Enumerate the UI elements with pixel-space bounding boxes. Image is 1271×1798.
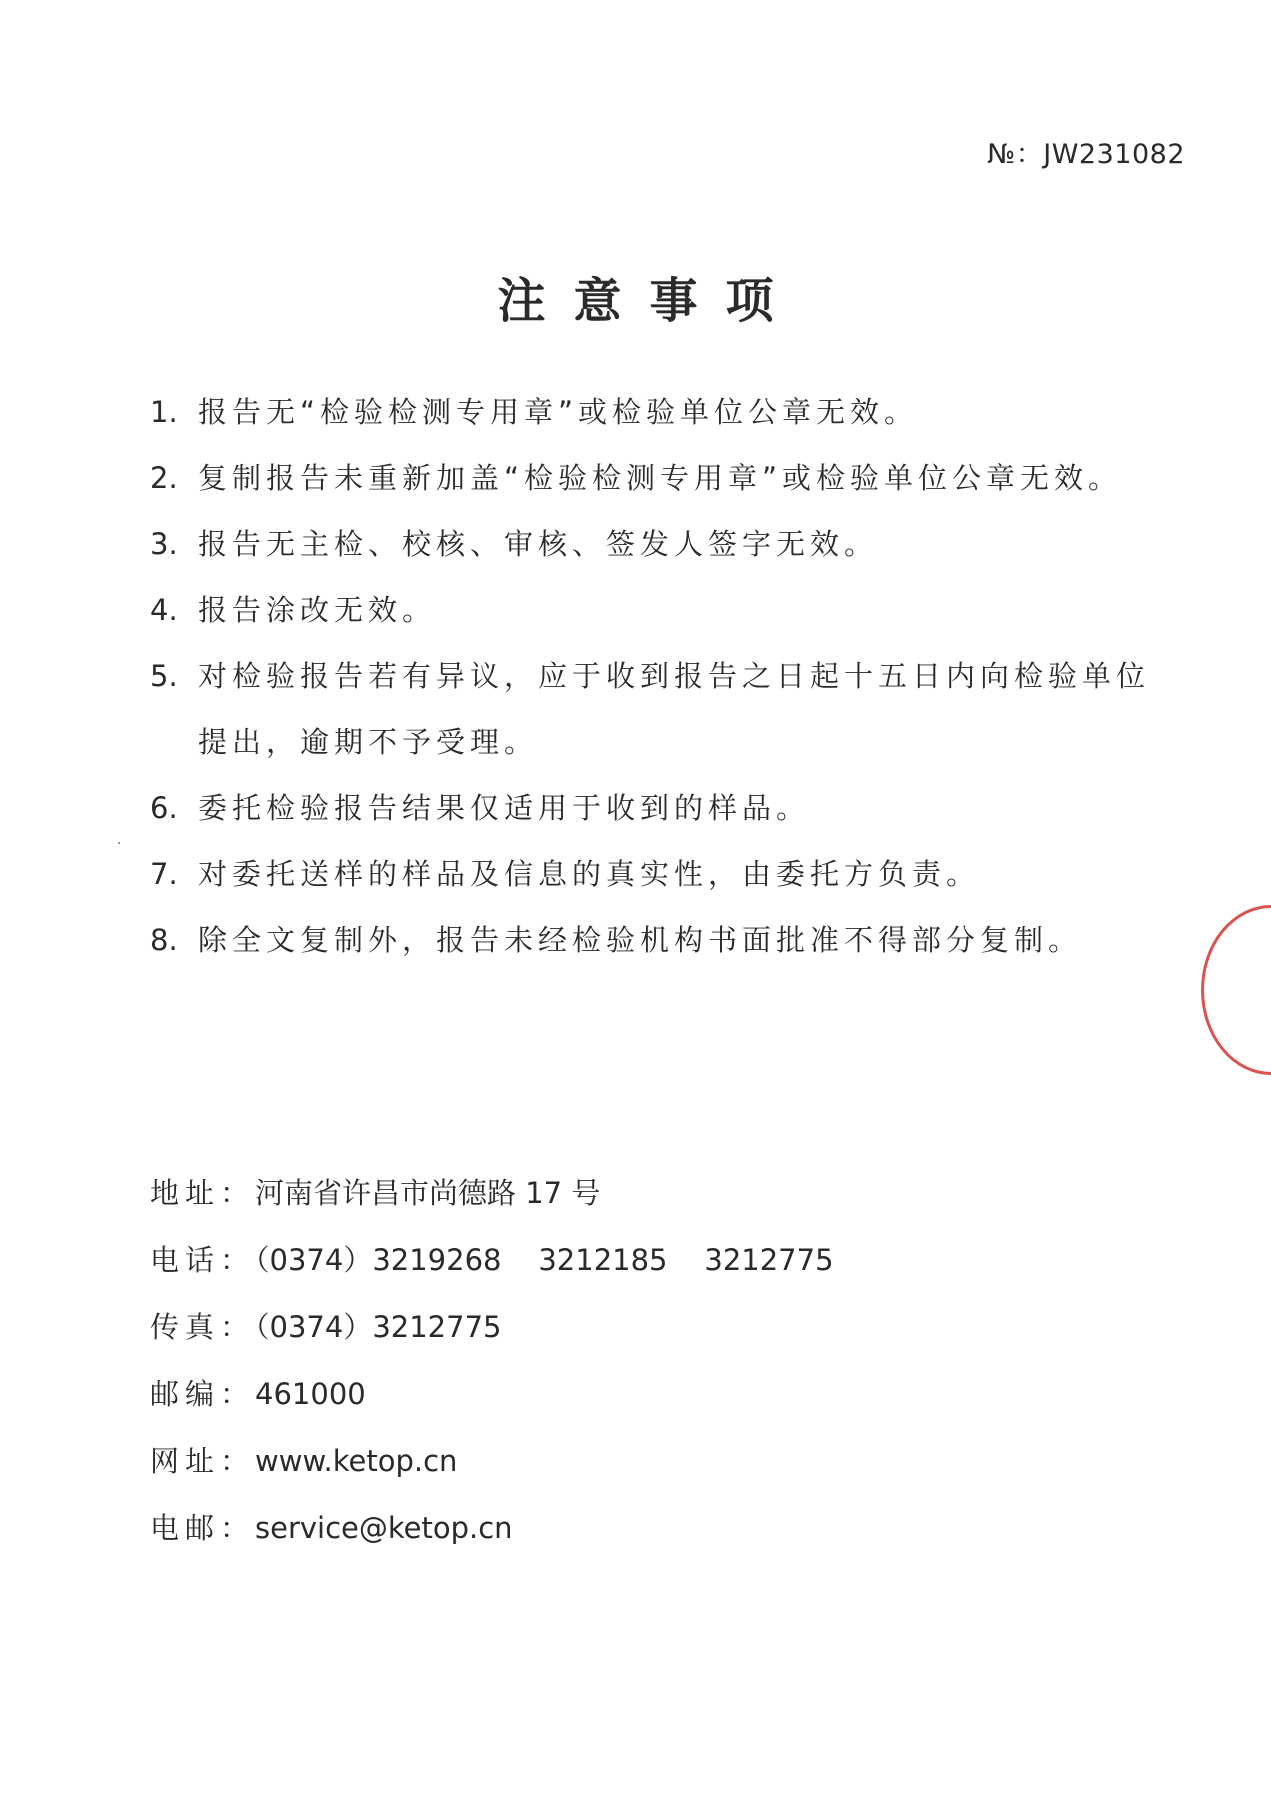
notice-text: 除全文复制外，报告未经检验机构书面批准不得部分复制。 [198,923,1083,957]
document-number: №：JW231082 [987,139,1185,170]
notice-number: 4. [150,593,178,627]
email-label: 电邮： [150,1511,256,1545]
scan-speck [118,842,120,844]
website-label: 网址： [150,1444,256,1478]
notice-text: 报告无“检验检测专用章”或检验单位公章无效。 [198,395,919,429]
fax-value: （0374）3212775 [255,1310,502,1344]
phone-line [150,1227,834,1294]
notice-text: 委托检验报告结果仅适用于收到的样品。 [198,791,811,825]
notice-text: 复制报告未重新加盖“检验检测专用章”或检验单位公章无效。 [198,461,1123,495]
postcode-value: 461000 [255,1377,366,1411]
notice-number: 8. [150,923,178,957]
website-link[interactable]: www.ketop.cn [255,1444,458,1478]
email-link[interactable]: service@ketop.cn [255,1511,513,1545]
notice-text: 对检验报告若有异议，应于收到报告之日起十五日内向检验单位提出，逾期不予受理。 [198,659,1151,759]
address-value: 河南省许昌市尚德路 17 号 [255,1176,601,1210]
notice-list [150,396,1160,990]
notice-item [150,924,1160,990]
address-label: 地址： [150,1176,256,1210]
notice-text: 对委托送样的样品及信息的真实性，由委托方负责。 [198,857,981,891]
fax-label: 传真： [150,1310,256,1344]
email-line [150,1495,834,1562]
notice-text: 报告无主检、校核、审核、签发人签字无效。 [198,527,879,561]
website-line [150,1428,834,1495]
notice-number: 1. [150,395,178,429]
fax-line [150,1294,834,1361]
notice-item [150,660,1160,792]
notice-number: 6. [150,791,178,825]
notice-number: 2. [150,461,178,495]
official-seal-partial [1201,905,1271,1075]
postcode-label: 邮编： [150,1377,256,1411]
phone-value: （0374）3219268 3212185 3212775 [255,1243,834,1277]
phone-label: 电话： [150,1243,256,1277]
notice-number: 5. [150,659,178,693]
page-title: 注意事项 [497,273,802,329]
notice-number: 3. [150,527,178,561]
address-line [150,1160,834,1227]
notice-text: 报告涂改无效。 [198,593,437,627]
notice-number: 7. [150,857,178,891]
postcode-line [150,1361,834,1428]
contact-info [150,1160,834,1562]
